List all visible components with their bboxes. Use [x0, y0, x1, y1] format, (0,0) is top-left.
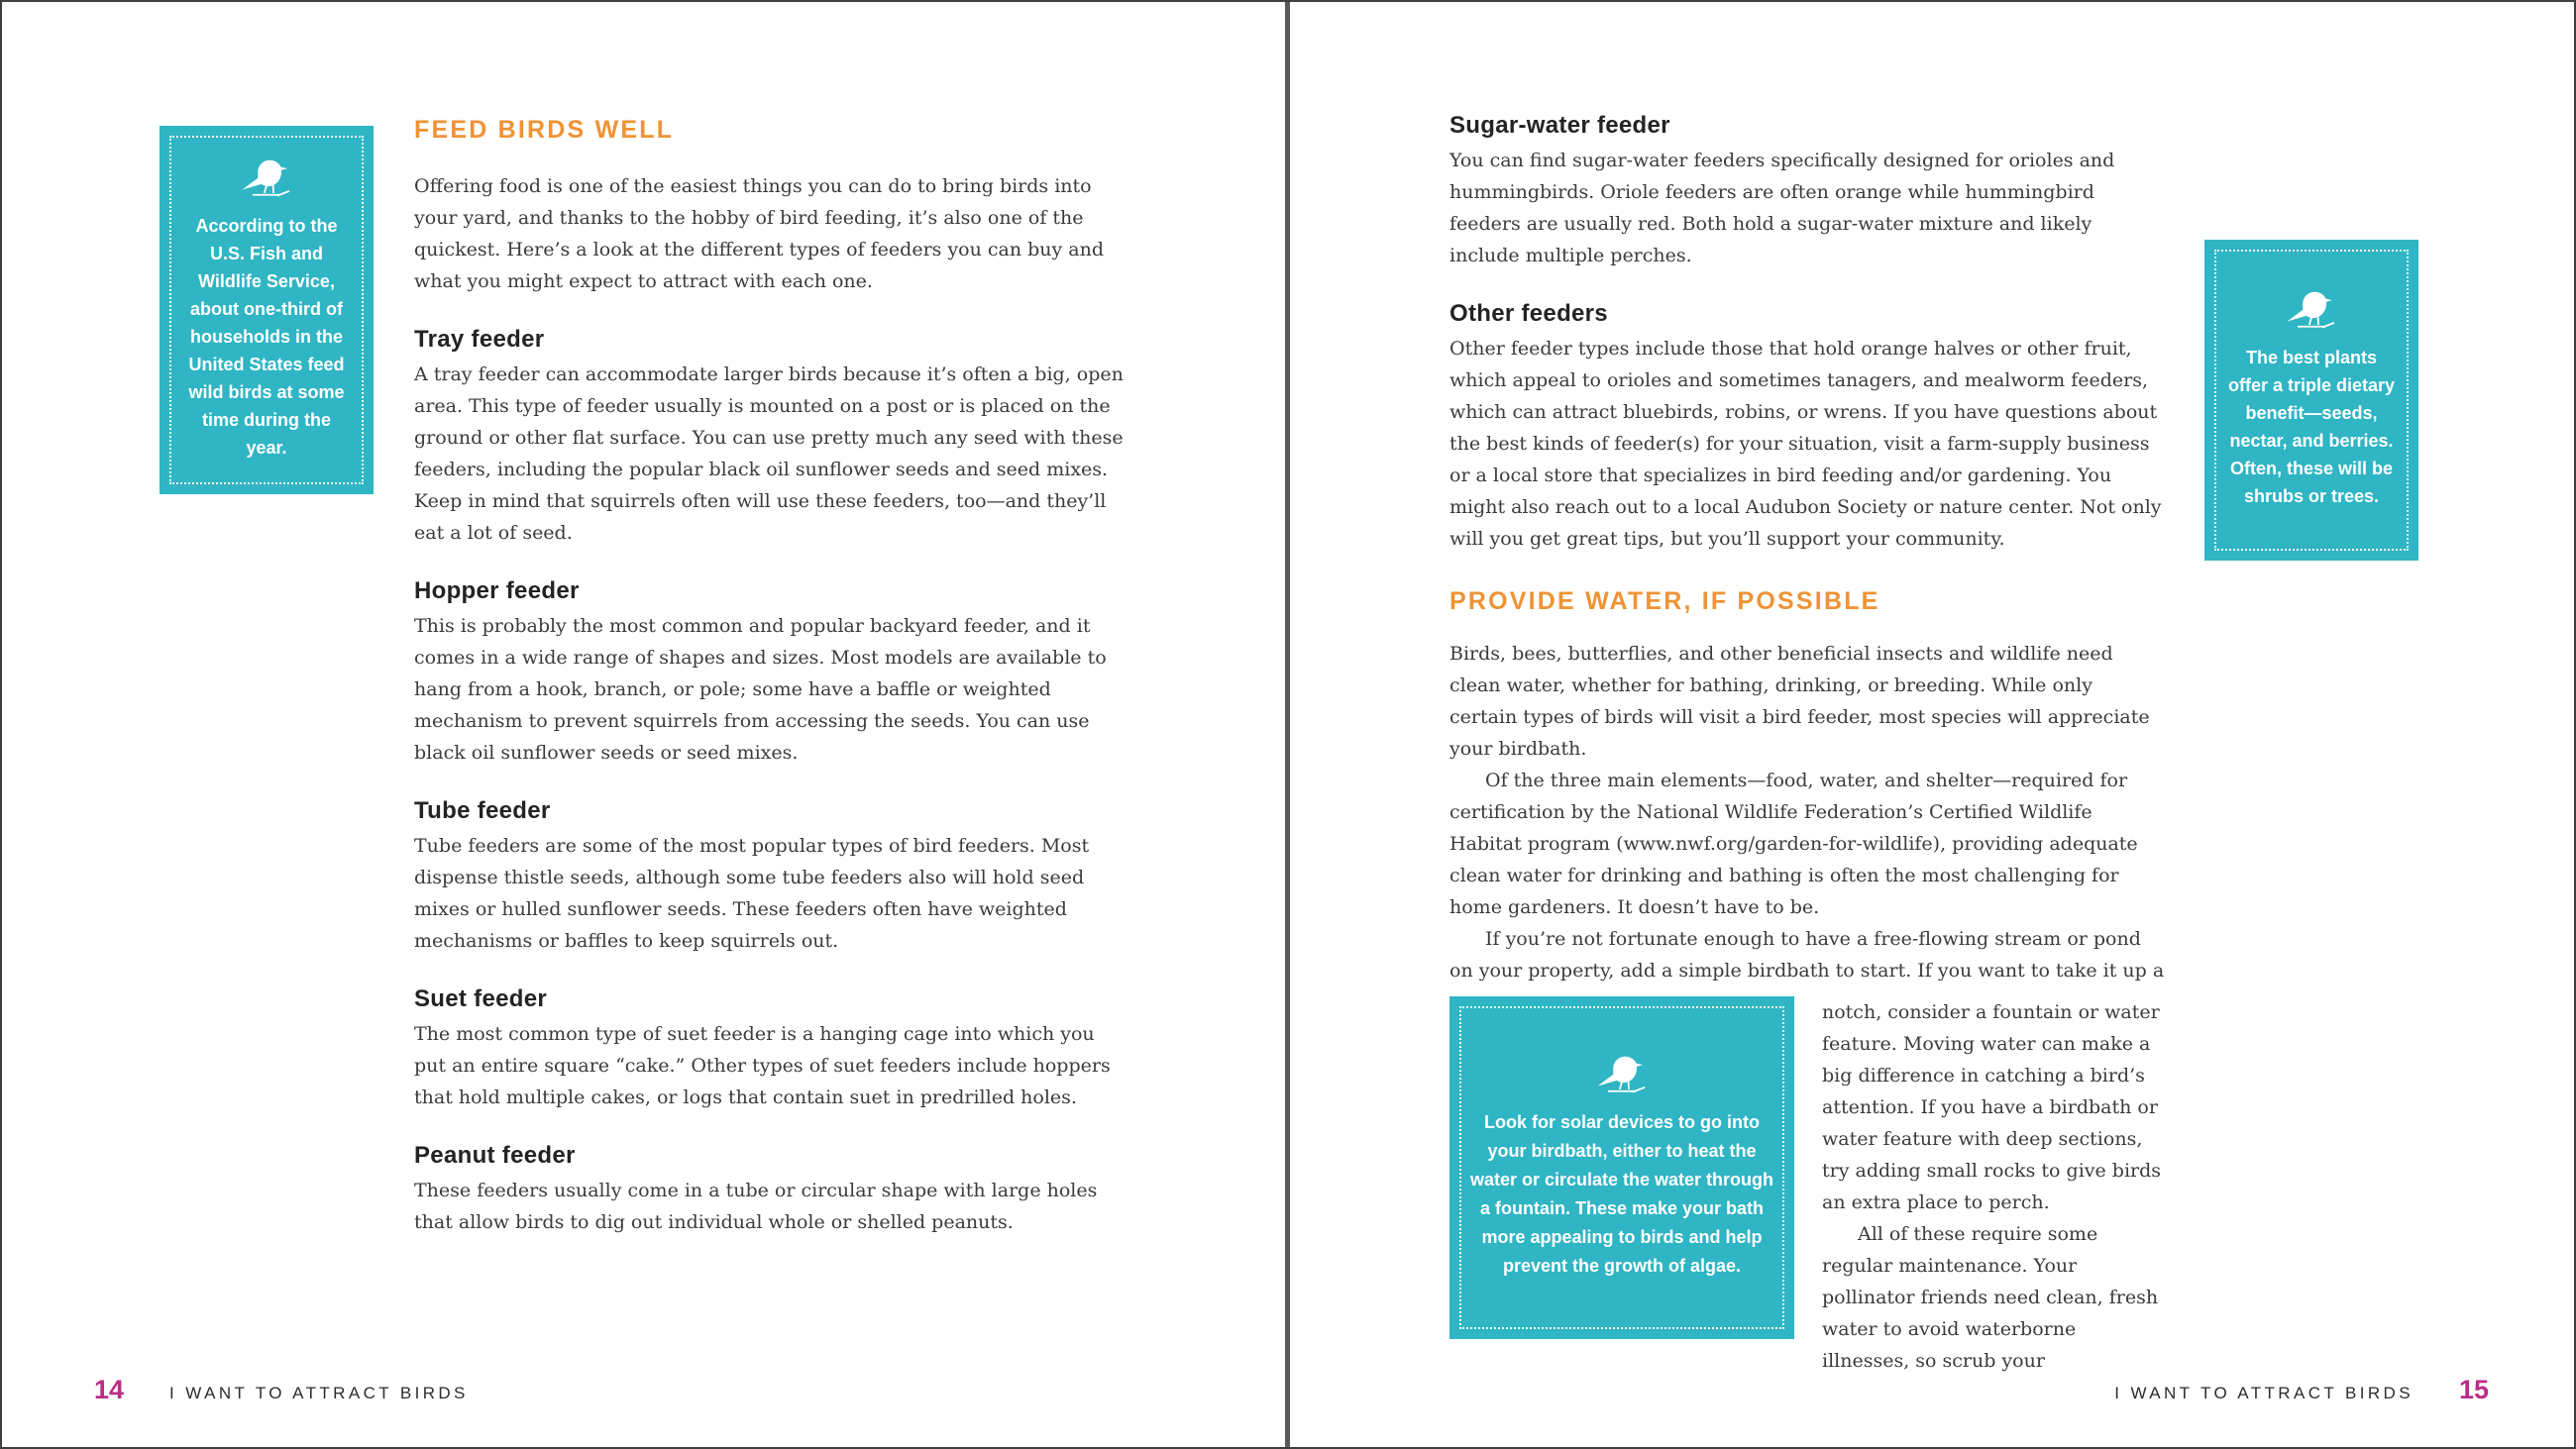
page-number-right: 15: [2458, 1375, 2489, 1404]
callout-text: According to the U.S. Fish and Wildlife Service, about one-third of households in the United States feed wild birds at some time during the year.: [188, 216, 345, 458]
paragraph-water-wrap-1: notch, consider a fountain or water feature. Moving water can make a big difference in catching a bird’s attention. If you have a birdbath or water feature with deep sections, try adding small rocks to give birds an extra place to perch.: [1822, 1001, 2162, 1213]
running-head-right: I WANT TO ATTRACT BIRDS: [2114, 1384, 2414, 1402]
wrapped-text-column: [1822, 996, 2165, 1377]
running-head-left: I WANT TO ATTRACT BIRDS: [169, 1384, 469, 1402]
page-gutter-divider: [1285, 0, 1290, 1449]
paragraph-suet-feeder: The most common type of suet feeder is a hanging cage into which you put an entire square “cake.” Other types of suet feeders include hoppers that hold multiple cakes, or logs that contain suet in predrilled holes.: [414, 1023, 1111, 1108]
subsection-peanut-feeder: [414, 1141, 1129, 1238]
callout-dotted-border: [2214, 250, 2409, 551]
paragraph-tray-feeder: A tray feeder can accommodate larger birds because it’s often a big, open area. This type of feeder usually is mounted on a post or is placed on the ground or other flat surface. You can use pretty much any seed with these feeders, including the popular black oil sunflower seeds and seed mixes. Keep in mind that squirrels often will use these feeders, too—and they’ll eat a lot of seed.: [414, 363, 1124, 544]
subsection-sugar-water-feeder: [1449, 111, 2165, 271]
callout-text: The best plants offer a triple dietary benefit—seeds, nectar, and berries. Often, these will be shrubs or trees.: [2227, 348, 2396, 506]
subsection-tube-feeder: [414, 796, 1129, 957]
bird-icon: [1594, 1055, 1650, 1096]
left-footer: [94, 1377, 469, 1403]
subheading-peanut-feeder: Peanut feeder: [414, 1142, 576, 1169]
section-heading-feed-birds-well: FEED BIRDS WELL: [414, 116, 675, 144]
callout-text: Look for solar devices to go into your birdbath, either to heat the water or circulate the water through a fountain. These make your bath more appealing to birds and help prevent the growth of algae.: [1469, 1112, 1774, 1276]
subsection-tray-feeder: [414, 325, 1129, 549]
paragraph-sugar-water-feeder: You can find sugar-water feeders specifically designed for orioles and hummingbirds. Oriole feeders are often orange while hummingbird feeders are usually red. Both hold a sugar-water mixture and likely include multiple perches.: [1449, 150, 2115, 266]
bird-icon: [2284, 290, 2339, 332]
right-text-column: [1449, 111, 2165, 1377]
section-heading-provide-water: PROVIDE WATER, IF POSSIBLE: [1449, 587, 1880, 615]
subheading-other-feeders: Other feeders: [1449, 300, 1608, 327]
subheading-hopper-feeder: Hopper feeder: [414, 577, 580, 604]
paragraph-water-3: If you’re not fortunate enough to have a free-flowing stream or pond on your property, add a simple birdbath to start. If you want to take it up a: [1449, 928, 2165, 982]
paragraph-water-2: Of the three main elements—food, water, and shelter—required for certification by the National Wildlife Federation’s Certified Wildlife Habitat program (www.nwf.org/garden-for-wildlife), providing adequate clean water for drinking and bathing is often the most challenging for home gardeners. It doesn’t have to be.: [1449, 770, 2138, 918]
paragraph-water-wrap-2: All of these require some regular maintenance. Your pollinator friends need clean, fresh water to avoid waterborne illnesses, so scrub your: [1822, 1223, 2159, 1372]
left-text-column: [414, 113, 1129, 1238]
subsection-other-feeders: [1449, 299, 2165, 555]
right-footer: [2114, 1377, 2489, 1403]
callout-dotted-border: [1459, 1006, 1784, 1329]
subheading-suet-feeder: Suet feeder: [414, 985, 548, 1012]
subsection-hopper-feeder: [414, 576, 1129, 769]
paragraph-peanut-feeder: These feeders usually come in a tube or circular shape with large holes that allow birds to dig out individual whole or shelled peanuts.: [414, 1180, 1098, 1233]
paragraph-water-1: Birds, bees, butterflies, and other beneficial insects and wildlife need clean water, whether for bathing, drinking, or breeding. While only certain types of birds will visit a bird feeder, most species will appreciate your birdbath.: [1449, 643, 2150, 760]
subsection-suet-feeder: [414, 984, 1129, 1113]
paragraph-hopper-feeder: This is probably the most common and popular backyard feeder, and it comes in a wide range of shapes and sizes. Most models are available to hang from a hook, branch, or pole; some have a baffle or weighted mechanism to prevent squirrels from accessing the seeds. You can use black oil sunflower seeds or seed mixes.: [414, 615, 1107, 764]
callout-best-plants: [2204, 240, 2418, 561]
bird-icon: [239, 158, 294, 200]
callout-solar-tip: [1449, 996, 1794, 1339]
callout-dotted-border: [169, 136, 364, 484]
subheading-tray-feeder: Tray feeder: [414, 326, 545, 353]
callout-feeding-statistic: [160, 126, 374, 494]
subheading-sugar-water-feeder: Sugar-water feeder: [1449, 112, 1670, 139]
intro-paragraph: Offering food is one of the easiest things you can do to bring birds into your yard, and thanks to the hobby of bird feeding, it’s also one of the quickest. Here’s a look at the different types of feeders you can buy and what you might expect to attract with each one.: [414, 175, 1105, 292]
subheading-tube-feeder: Tube feeder: [414, 797, 551, 824]
paragraph-tube-feeder: Tube feeders are some of the most popular types of bird feeders. Most dispense thistle seeds, although some tube feeders also will hold seed mixes or hulled sunflower seeds. These feeders often have weighted mechanisms or baffles to keep squirrels out.: [414, 835, 1090, 952]
paragraph-other-feeders: Other feeder types include those that hold orange halves or other fruit, which appeal to orioles and sometimes tanagers, and mealworm feeders, which can attract bluebirds, robins, or wrens. If you have questions about the best kinds of feeder(s) for your situation, visit a farm-supply business or a local store that specializes in bird feeding and/or gardening. You might also reach out to a local Audubon Society or nature center. Not only will you get great tips, but you’ll support your community.: [1449, 338, 2162, 550]
page-number-left: 14: [94, 1375, 125, 1404]
wrap-region: [1449, 996, 2165, 1377]
